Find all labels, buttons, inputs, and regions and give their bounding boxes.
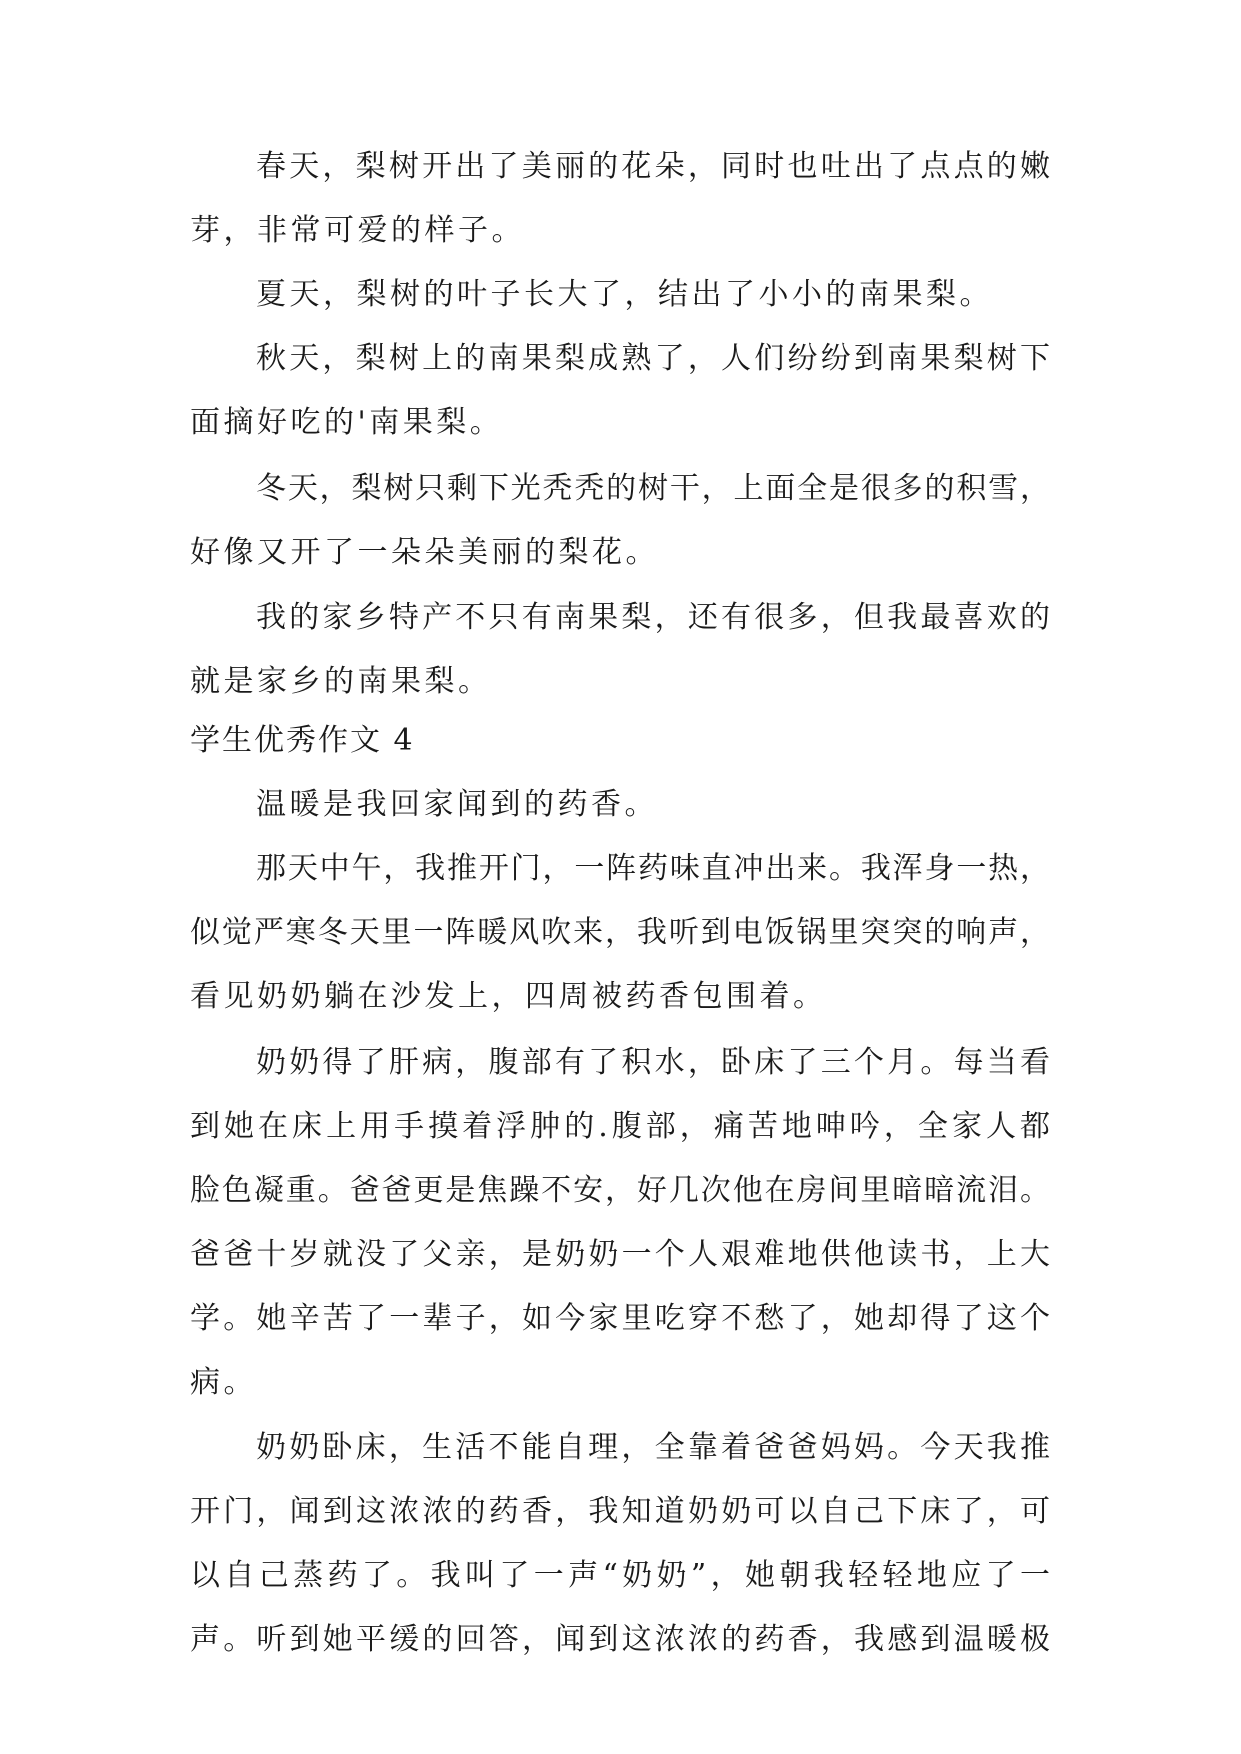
text-line: 春天，梨树开出了美丽的花朵，同时也吐出了点点的嫩 [256, 149, 1050, 184]
text-line: 以自己蒸药了。我叫了一声“奶奶”，她朝我轻轻地应了一 [190, 1558, 1050, 1593]
text-line: 奶奶卧床，生活不能自理，全靠着爸爸妈妈。今天我推 [256, 1430, 1050, 1465]
text-line: 爸爸十岁就没了父亲，是奶奶一个人艰难地供他读书，上大 [190, 1237, 1050, 1272]
text-line: 到她在床上用手摸着浮肿的.腹部，痛苦地呻吟，全家人都 [190, 1109, 1050, 1144]
text-line: 开门，闻到这浓浓的药香，我知道奶奶可以自己下床了，可 [190, 1494, 1050, 1529]
text-line: 秋天，梨树上的南果梨成熟了，人们纷纷到南果梨树下 [256, 341, 1050, 376]
text-line: 我的家乡特产不只有南果梨，还有很多，但我最喜欢的 [256, 600, 1050, 635]
text-line: 冬天，梨树只剩下光秃秃的树干，上面全是很多的积雪， [256, 471, 1050, 506]
text-line: 似觉严寒冬天里一阵暖风吹来，我听到电饭锅里突突的响声， [190, 915, 1050, 950]
text-line: 奶奶得了肝病，腹部有了积水，卧床了三个月。每当看 [256, 1045, 1050, 1080]
text-line: 就是家乡的南果梨。 [190, 664, 492, 699]
text-line: 脸色凝重。爸爸更是焦躁不安，好几次他在房间里暗暗流泪。 [190, 1173, 1050, 1208]
text-line: 好像又开了一朵朵美丽的梨花。 [190, 535, 659, 570]
text-line: 芽，非常可爱的样子。 [190, 213, 525, 248]
text-line: 病。 [190, 1365, 257, 1400]
text-line: 夏天，梨树的叶子长大了，结出了小小的南果梨。 [256, 277, 993, 312]
text-line: 那天中午，我推开门，一阵药味直冲出来。我浑身一热， [256, 851, 1050, 886]
text-line: 面摘好吃的'南果梨。 [190, 405, 504, 440]
text-line: 看见奶奶躺在沙发上，四周被药香包围着。 [190, 979, 827, 1014]
text-line: 学。她辛苦了一辈子，如今家里吃穿不愁了，她却得了这个 [190, 1301, 1050, 1336]
text-line: 声。听到她平缓的回答，闻到这浓浓的药香，我感到温暖极 [190, 1622, 1050, 1657]
text-line: 温暖是我回家闻到的药香。 [256, 787, 658, 822]
section-heading: 学生优秀作文 4 [190, 723, 415, 758]
